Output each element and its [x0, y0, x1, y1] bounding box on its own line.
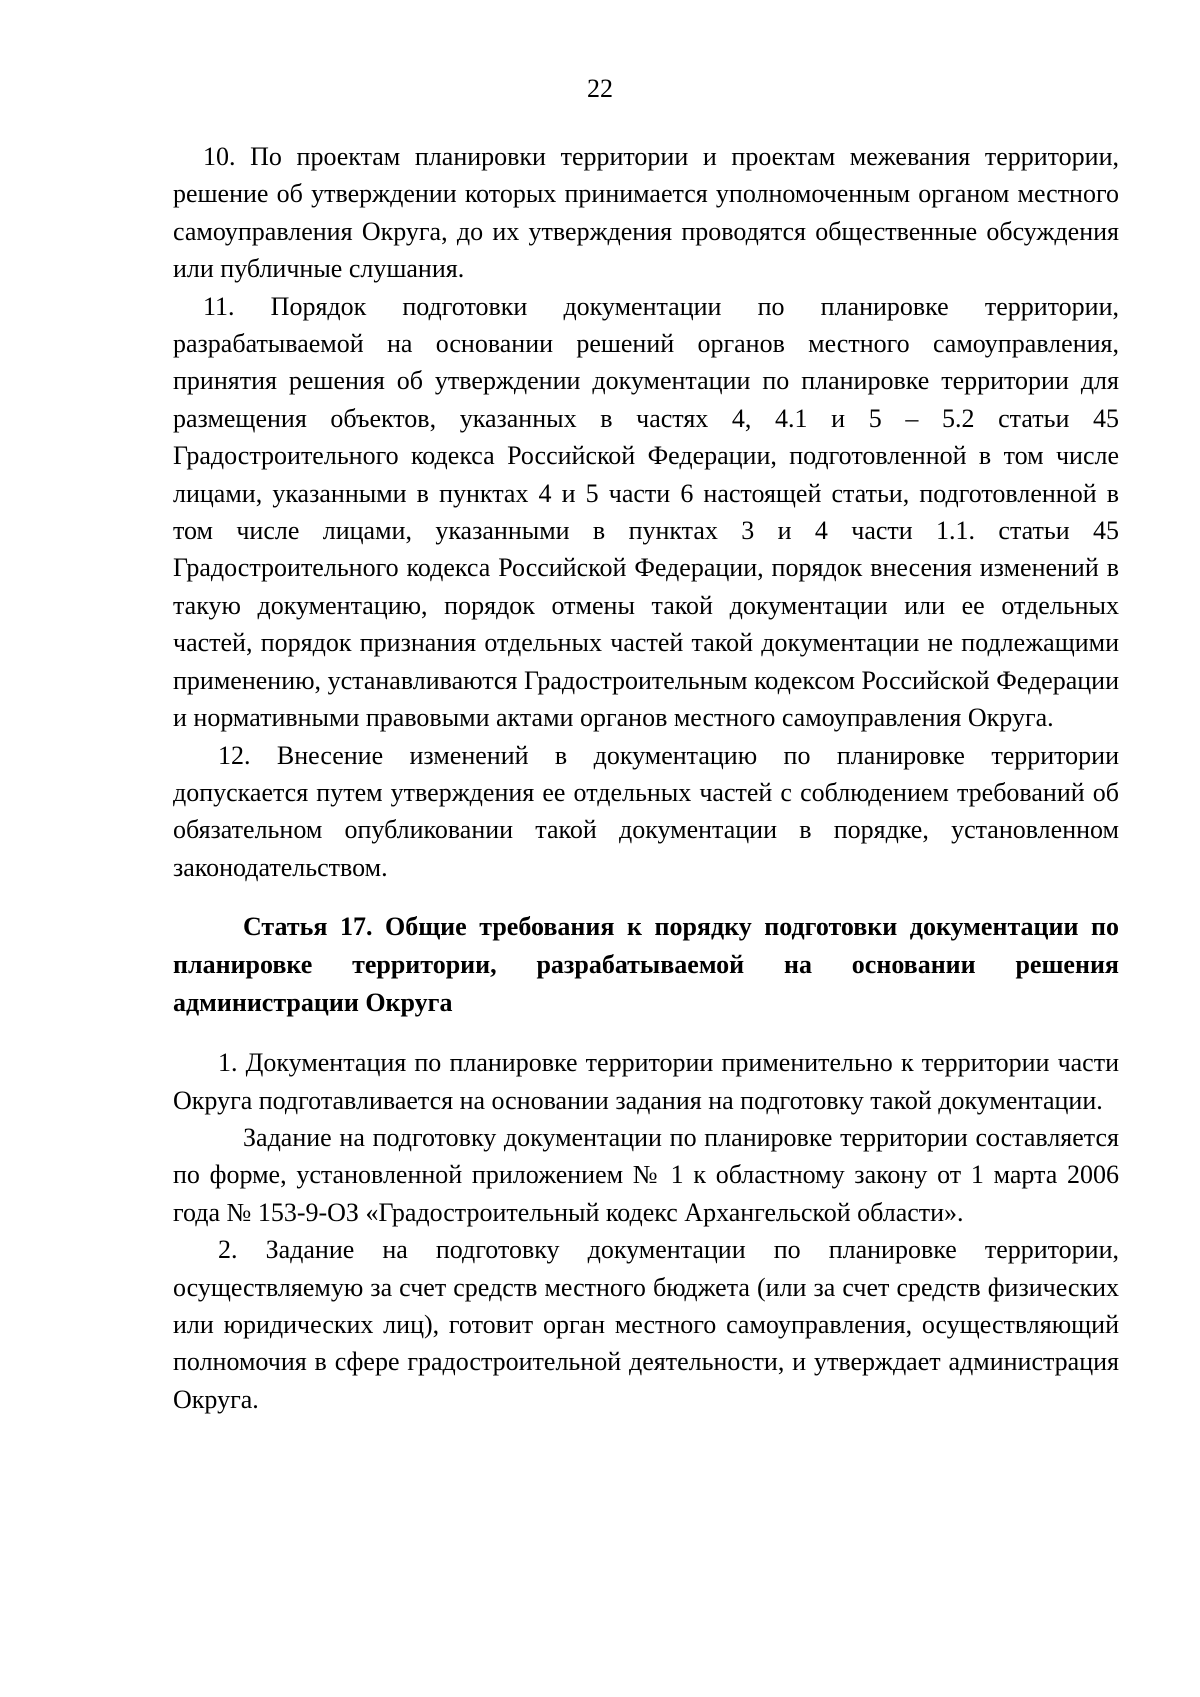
document-body: [173, 138, 1119, 1418]
paragraph-12: 12. Внесение изменений в документацию по планировке территории допускается путем утверждения ее отдельных частей с соблюдением требований об обязательном опубликовании такой документации в порядке, установленном законодательством.: [173, 740, 1119, 882]
paragraph-11: 11. Порядок подготовки документации по планировке территории, разрабатываемой на основании решений органов местного самоуправления, принятия решения об утверждении документации по планировке территории для размещения объектов, указанных в частях 4, 4.1 и 5 – 5.2 статьи 45 Градостроительного кодекса Российской Федерации, подготовленной в том числе лицами, указанными в пунктах 4 и 5 части 6 настоящей статьи, подготовленной в том числе лицами, указанными в пунктах 3 и 4 части 1.1. статьи 45 Градостроительного кодекса Российской Федерации, порядок внесения изменений в такую документацию, порядок отмены такой документации или ее отдельных частей, порядок признания отдельных частей такой документации не подлежащими применению, устанавливаются Градостроительным кодексом Российской Федерации и нормативными правовыми актами органов местного самоуправления Округа.: [173, 291, 1119, 733]
article-17-paragraph-2: 2. Задание на подготовку документации по планировке территории, осуществляемую за счет средств местного бюджета (или за счет средств физических или юридических лиц), готовит орган местного самоуправления, осуществляющий полномочия в сфере градостроительной деятельности, и утверждает администрация Округа.: [173, 1235, 1119, 1414]
article-17-paragraph-1: 1. Документация по планировке территории применительно к территории части Округа подготавливается на основании задания на подготовку такой документации.: [173, 1048, 1119, 1115]
page-number: 22: [587, 74, 613, 103]
article-17-paragraph-1-continued: Задание на подготовку документации по планировке территории составляется по форме, установленной приложением № 1 к областному закону от 1 марта 2006 года № 153-9-ОЗ «Градостроительный кодекс Архангельской области».: [173, 1122, 1119, 1227]
paragraph-10: 10. По проектам планировки территории и проектам межевания территории, решение об утверждении которых принимается уполномоченным органом местного самоуправления Округа, до их утверждения проводятся общественные обсуждения или публичные слушания.: [173, 142, 1119, 284]
article-17-heading: Статья 17. Общие требования к порядку подготовки документации по планировке территории, разрабатываемой на основании решения администрации Округа: [173, 912, 1119, 1018]
